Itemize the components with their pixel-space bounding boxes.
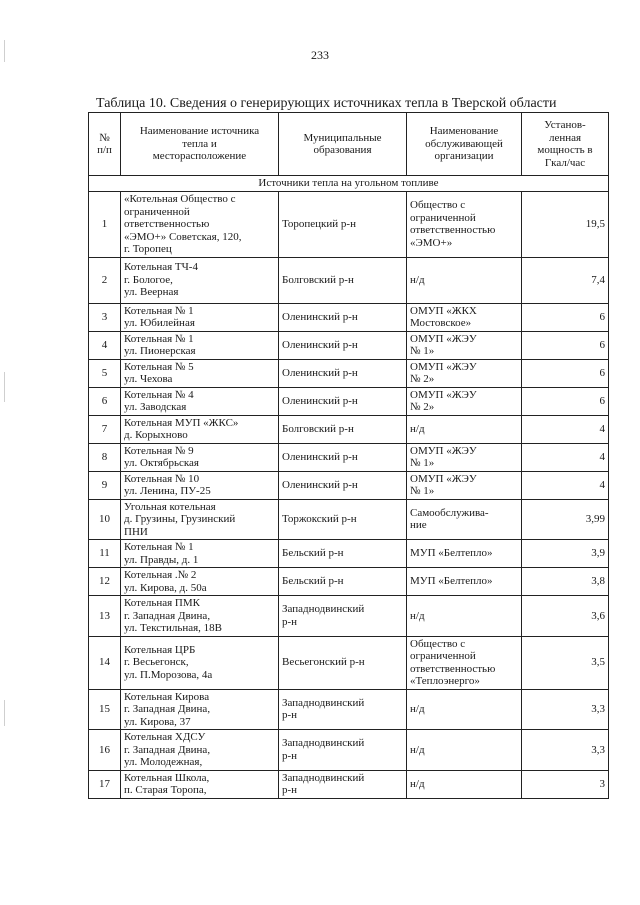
header-capacity: Установ- ленная мощность в Гкал/час xyxy=(522,113,609,176)
table-header-row xyxy=(89,113,609,176)
source-name: Котельная № 9 ул. Октябрьская xyxy=(121,443,279,471)
row-number: 9 xyxy=(89,471,121,499)
capacity: 19,5 xyxy=(522,192,609,258)
municipality: Оленинский р-н xyxy=(279,359,407,387)
capacity: 4 xyxy=(522,443,609,471)
row-number: 13 xyxy=(89,596,121,637)
organization: н/д xyxy=(407,689,522,730)
organization: МУП «Белтепло» xyxy=(407,568,522,596)
source-name: Котельная № 1 ул. Пионерская xyxy=(121,331,279,359)
header-num: № п/п xyxy=(89,113,121,176)
capacity: 6 xyxy=(522,387,609,415)
row-number: 4 xyxy=(89,331,121,359)
section-title: Источники тепла на угольном топливе xyxy=(89,176,609,192)
organization: н/д xyxy=(407,596,522,637)
capacity: 7,4 xyxy=(522,257,609,303)
municipality: Болговский р-н xyxy=(279,257,407,303)
row-number: 8 xyxy=(89,443,121,471)
capacity: 4 xyxy=(522,471,609,499)
source-name: Котельная Кирова г. Западная Двина, ул. Кирова, 37 xyxy=(121,689,279,730)
capacity: 3,99 xyxy=(522,499,609,540)
table-title: Таблица 10. Сведения о генерирующих источниках тепла в Тверской области xyxy=(96,96,557,111)
organization: ОМУП «ЖЭУ № 1» xyxy=(407,331,522,359)
row-number: 1 xyxy=(89,192,121,258)
municipality: Болговский р-н xyxy=(279,415,407,443)
table-row xyxy=(89,192,609,258)
organization: ОМУП «ЖЭУ № 2» xyxy=(407,387,522,415)
municipality: Оленинский р-н xyxy=(279,387,407,415)
capacity: 3,9 xyxy=(522,540,609,568)
municipality: Бельский р-н xyxy=(279,568,407,596)
table-row xyxy=(89,387,609,415)
source-name: Котельная № 4 ул. Заводская xyxy=(121,387,279,415)
municipality: Западнодвинский р-н xyxy=(279,689,407,730)
table-row xyxy=(89,730,609,771)
source-name: Котельная МУП «ЖКС» д. Корыхново xyxy=(121,415,279,443)
table-row xyxy=(89,303,609,331)
scan-edge-mark xyxy=(4,372,5,402)
scan-edge-mark xyxy=(4,700,5,726)
capacity: 6 xyxy=(522,303,609,331)
table-row xyxy=(89,257,609,303)
capacity: 6 xyxy=(522,359,609,387)
capacity: 3,6 xyxy=(522,596,609,637)
row-number: 11 xyxy=(89,540,121,568)
municipality: Оленинский р-н xyxy=(279,471,407,499)
municipality: Западнодвинский р-н xyxy=(279,596,407,637)
table-row xyxy=(89,540,609,568)
organization: Самообслужива- ние xyxy=(407,499,522,540)
organization: ОМУП «ЖКХ Мостовское» xyxy=(407,303,522,331)
capacity: 3,8 xyxy=(522,568,609,596)
source-name: Котельная № 1 ул. Правды, д. 1 xyxy=(121,540,279,568)
municipality: Западнодвинский р-н xyxy=(279,730,407,771)
row-number: 6 xyxy=(89,387,121,415)
row-number: 15 xyxy=(89,689,121,730)
row-number: 17 xyxy=(89,770,121,798)
source-name: Котельная ЦРБ г. Весьегонск, ул. П.Морозова, 4а xyxy=(121,636,279,689)
row-number: 7 xyxy=(89,415,121,443)
scan-edge-mark xyxy=(4,40,5,62)
row-number: 5 xyxy=(89,359,121,387)
source-name: Котельная ТЧ-4 г. Бологое, ул. Веерная xyxy=(121,257,279,303)
municipality: Оленинский р-н xyxy=(279,303,407,331)
table-row xyxy=(89,568,609,596)
municipality: Оленинский р-н xyxy=(279,331,407,359)
table-row xyxy=(89,770,609,798)
organization: ОМУП «ЖЭУ № 1» xyxy=(407,471,522,499)
table-row xyxy=(89,443,609,471)
organization: МУП «Белтепло» xyxy=(407,540,522,568)
row-number: 12 xyxy=(89,568,121,596)
organization: ОМУП «ЖЭУ № 2» xyxy=(407,359,522,387)
source-name: Котельная № 1 ул. Юбилейная xyxy=(121,303,279,331)
table-row xyxy=(89,596,609,637)
row-number: 14 xyxy=(89,636,121,689)
capacity: 3,3 xyxy=(522,730,609,771)
municipality: Торжокский р-н xyxy=(279,499,407,540)
organization: ОМУП «ЖЭУ № 1» xyxy=(407,443,522,471)
section-row xyxy=(89,176,609,192)
capacity: 6 xyxy=(522,331,609,359)
table-row xyxy=(89,331,609,359)
municipality: Весьегонский р-н xyxy=(279,636,407,689)
organization: н/д xyxy=(407,770,522,798)
organization: н/д xyxy=(407,257,522,303)
municipality: Западнодвинский р-н xyxy=(279,770,407,798)
source-name: Котельная ХДСУ г. Западная Двина, ул. Молодежная, xyxy=(121,730,279,771)
capacity: 3 xyxy=(522,770,609,798)
table-row xyxy=(89,359,609,387)
table-row xyxy=(89,415,609,443)
capacity: 4 xyxy=(522,415,609,443)
organization: н/д xyxy=(407,730,522,771)
table-row xyxy=(89,636,609,689)
header-source: Наименование источника тепла и месторасположение xyxy=(121,113,279,176)
organization: Общество с ограниченной ответственностью «ЭМО+» xyxy=(407,192,522,258)
capacity: 3,3 xyxy=(522,689,609,730)
source-name: Угольная котельная д. Грузины, Грузинский ПНИ xyxy=(121,499,279,540)
table-row xyxy=(89,499,609,540)
header-municipality: Муниципальные образования xyxy=(279,113,407,176)
capacity: 3,5 xyxy=(522,636,609,689)
source-name: Котельная № 5 ул. Чехова xyxy=(121,359,279,387)
source-name: Котельная № 10 ул. Ленина, ПУ-25 xyxy=(121,471,279,499)
municipality: Оленинский р-н xyxy=(279,443,407,471)
row-number: 16 xyxy=(89,730,121,771)
source-name: Котельная Школа, п. Старая Торопа, xyxy=(121,770,279,798)
heat-sources-table xyxy=(88,112,609,799)
organization: н/д xyxy=(407,415,522,443)
table-row xyxy=(89,689,609,730)
row-number: 10 xyxy=(89,499,121,540)
row-number: 2 xyxy=(89,257,121,303)
header-organization: Наименование обслуживающей организации xyxy=(407,113,522,176)
municipality: Торопецкий р-н xyxy=(279,192,407,258)
organization: Общество с ограниченной ответственностью «Теплоэнерго» xyxy=(407,636,522,689)
source-name: Котельная .№ 2 ул. Кирова, д. 50а xyxy=(121,568,279,596)
source-name: «Котельная Общество с ограниченной ответственностью «ЭМО+» Советская, 120, г. Торопец xyxy=(121,192,279,258)
table-row xyxy=(89,471,609,499)
source-name: Котельная ПМК г. Западная Двина, ул. Текстильная, 18В xyxy=(121,596,279,637)
row-number: 3 xyxy=(89,303,121,331)
page-number: 233 xyxy=(311,48,329,62)
municipality: Бельский р-н xyxy=(279,540,407,568)
